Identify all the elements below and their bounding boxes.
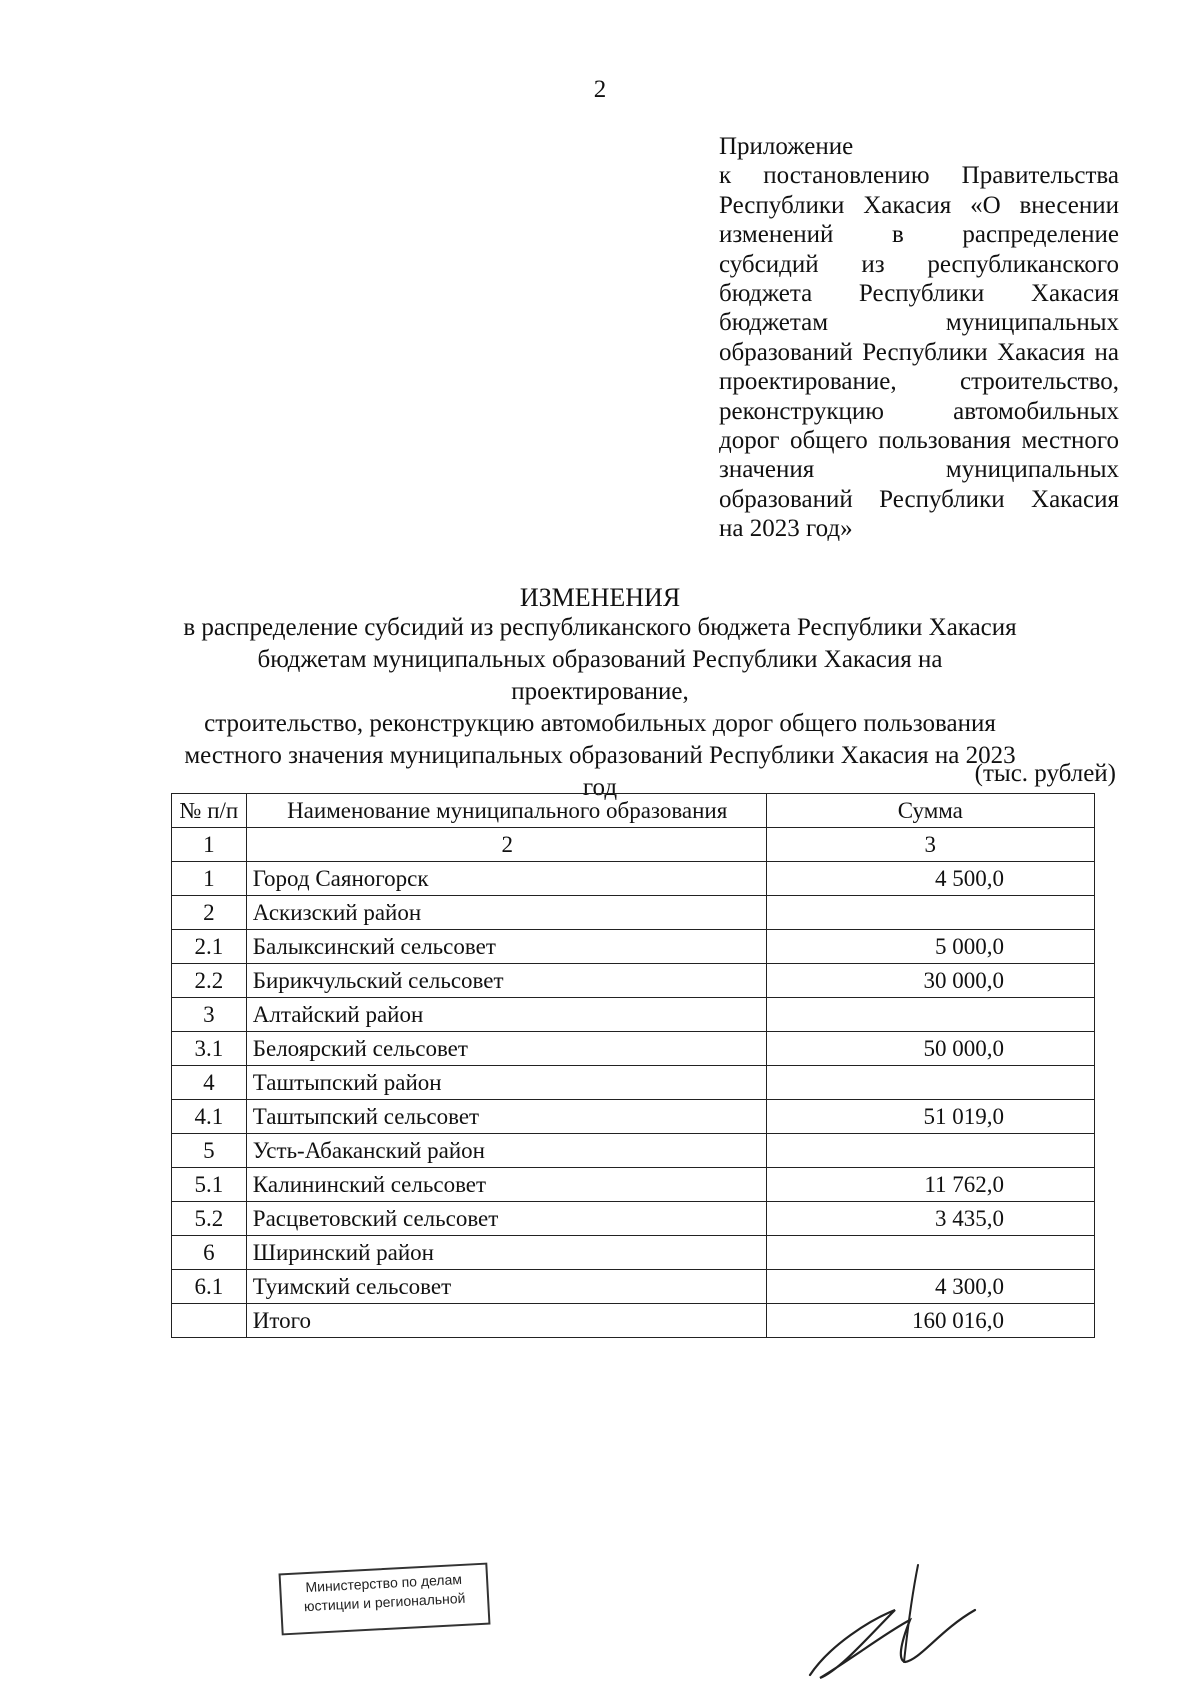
row-name: Бирикчульский сельсовет: [246, 964, 766, 998]
stamp-line: юстиции и региональной: [303, 1589, 466, 1615]
table-row: [172, 1032, 1095, 1066]
row-number: 4.1: [172, 1100, 247, 1134]
appendix-last-line: на 2023 год»: [719, 515, 853, 543]
row-number: [172, 1304, 247, 1338]
appendix-line: дорог общего пользования: [719, 427, 1011, 455]
subtitle-line: бюджетам муниципальных образований Республики Хакасия на проектирование,: [257, 646, 943, 705]
row-name: Таштыпский сельсовет: [246, 1100, 766, 1134]
row-sum: 51 019,0: [766, 1100, 1094, 1134]
header-sum: Сумма: [766, 794, 1094, 828]
table-row: [172, 930, 1095, 964]
row-number: 6.1: [172, 1270, 247, 1304]
row-sum: 5 000,0: [766, 930, 1094, 964]
row-number: 2.2: [172, 964, 247, 998]
row-sum: 11 762,0: [766, 1168, 1094, 1202]
table-row: [172, 896, 1095, 930]
table-row: [172, 862, 1095, 896]
subtitle-line: строительство, реконструкцию автомобильных дорог общего пользования: [204, 710, 996, 737]
row-number: 1: [172, 862, 247, 896]
table-row: [172, 1270, 1095, 1304]
row-number: 3.1: [172, 1032, 247, 1066]
table-row: [172, 998, 1095, 1032]
stamp-line: Министерство по делам: [305, 1570, 463, 1596]
row-sum: 3 435,0: [766, 1202, 1094, 1236]
appendix-line: на проектирование, строительство,: [719, 338, 1119, 396]
header-number: № п/п: [172, 794, 247, 828]
table-row: [172, 964, 1095, 998]
appendix-line: изменений в распределение: [719, 221, 1119, 249]
row-sum: 50 000,0: [766, 1032, 1094, 1066]
row-name: Аскизский район: [246, 896, 766, 930]
table-row: [172, 1304, 1095, 1338]
row-name: Алтайский район: [246, 998, 766, 1032]
table-row: [172, 1168, 1095, 1202]
appendix-line: образований Республики Хакасия: [719, 338, 1086, 366]
row-name: Белоярский сельсовет: [246, 1032, 766, 1066]
page-number: 2: [593, 76, 607, 103]
row-number: 2: [172, 896, 247, 930]
column-index-row: [172, 828, 1095, 862]
table-row: [172, 1100, 1095, 1134]
row-sum: [766, 896, 1094, 930]
subsidy-table: [171, 793, 1095, 1338]
row-number: 3: [172, 998, 247, 1032]
table-row: [172, 1202, 1095, 1236]
appendix-line: местного значения муниципальных: [719, 427, 1120, 484]
table-row: [172, 1134, 1095, 1168]
units-label: (тыс. рублей): [974, 760, 1116, 787]
row-sum: 4 300,0: [766, 1270, 1094, 1304]
row-name: Расцветовский сельсовет: [246, 1202, 766, 1236]
ministry-stamp: [279, 1563, 491, 1636]
table-row: [172, 1236, 1095, 1270]
row-sum: [766, 1134, 1094, 1168]
appendix-line: бюджетам муниципальных: [719, 309, 1119, 337]
index-cell: 3: [766, 828, 1094, 862]
row-sum: [766, 1236, 1094, 1270]
appendix-line: к постановлению Правительства: [719, 162, 1119, 190]
row-sum: 30 000,0: [766, 964, 1094, 998]
table-row: [172, 1066, 1095, 1100]
appendix-line: бюджета Республики Хакасия: [719, 280, 1119, 308]
row-name: Балыксинский сельсовет: [246, 930, 766, 964]
row-name: Итого: [246, 1304, 766, 1338]
row-sum: 160 016,0: [766, 1304, 1094, 1338]
row-sum: 4 500,0: [766, 862, 1094, 896]
appendix-block: [719, 132, 1119, 544]
table-header-row: [172, 794, 1095, 828]
appendix-heading: Приложение: [719, 133, 854, 160]
appendix-body: [719, 161, 1119, 543]
row-number: 5: [172, 1134, 247, 1168]
row-name: Усть-Абаканский район: [246, 1134, 766, 1168]
header-name: Наименование муниципального образования: [246, 794, 766, 828]
row-number: 5.1: [172, 1168, 247, 1202]
index-cell: 1: [172, 828, 247, 862]
appendix-line: Республики Хакасия «О внесении: [719, 191, 1119, 219]
row-number: 5.2: [172, 1202, 247, 1236]
row-number: 6: [172, 1236, 247, 1270]
signature-mark: [800, 1550, 980, 1690]
row-number: 4: [172, 1066, 247, 1100]
appendix-line: образований Республики Хакасия: [719, 485, 1119, 513]
index-cell: 2: [246, 828, 766, 862]
row-sum: [766, 1066, 1094, 1100]
appendix-line: реконструкцию автомобильных: [719, 397, 1119, 425]
row-sum: [766, 998, 1094, 1032]
row-name: Таштыпский район: [246, 1066, 766, 1100]
row-name: Туимский сельсовет: [246, 1270, 766, 1304]
row-name: Ширинский район: [246, 1236, 766, 1270]
row-number: 2.1: [172, 930, 247, 964]
subtitle-line: местного значения муниципальных образований Республики Хакасия на 2023 год: [184, 742, 1016, 801]
appendix-line: субсидий из республиканского: [719, 250, 1119, 278]
subtitle-line: в распределение субсидий из республиканского бюджета Республики Хакасия: [183, 614, 1017, 641]
row-name: Калининский сельсовет: [246, 1168, 766, 1202]
row-name: Город Саяногорск: [246, 862, 766, 896]
document-title: ИЗМЕНЕНИЯ: [519, 583, 681, 612]
document-subtitle: [170, 612, 1030, 804]
